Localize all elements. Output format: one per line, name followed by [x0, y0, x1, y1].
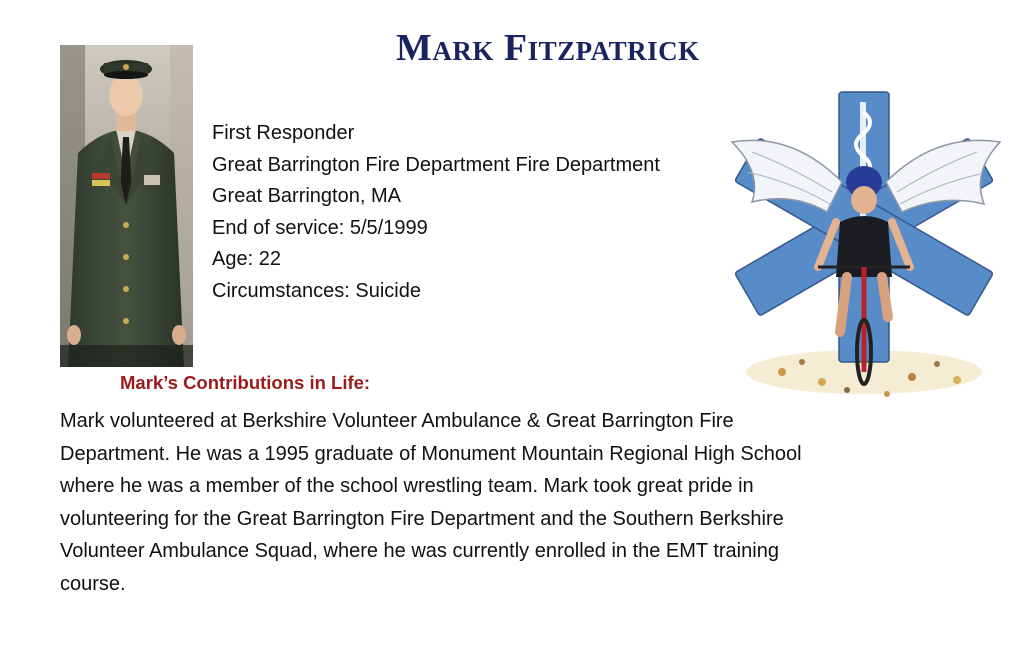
contributions-heading: Mark’s Contributions in Life:	[120, 372, 371, 393]
page-title: Mark Fitzpatrick	[396, 27, 700, 69]
service-details	[212, 118, 660, 307]
contributions-text: Mark volunteered at Berkshire Volunteer Ambulance & Great Barrington Fire Department. He was a 1995 graduate of Monument Mountain Regional High School where he was a member of the school wrestling team. Mark took great pride in volunteering for the Great Barrington Fire Department and the Southern Berkshire Volunteer Ambulance Squad, where he was currently enrolled in the EMT training course.	[60, 410, 802, 595]
detail-end-of-service: End of service: 5/5/1999	[212, 216, 428, 239]
detail-role: First Responder	[212, 122, 355, 144]
portrait-photo	[60, 45, 193, 367]
detail-age: Age: 22	[212, 248, 281, 270]
detail-department: Great Barrington Fire Department Fire Department	[212, 153, 660, 176]
star-of-life-emblem	[722, 72, 1007, 402]
detail-location: Great Barrington, MA	[212, 185, 401, 207]
detail-circumstances: Circumstances: Suicide	[212, 279, 421, 302]
